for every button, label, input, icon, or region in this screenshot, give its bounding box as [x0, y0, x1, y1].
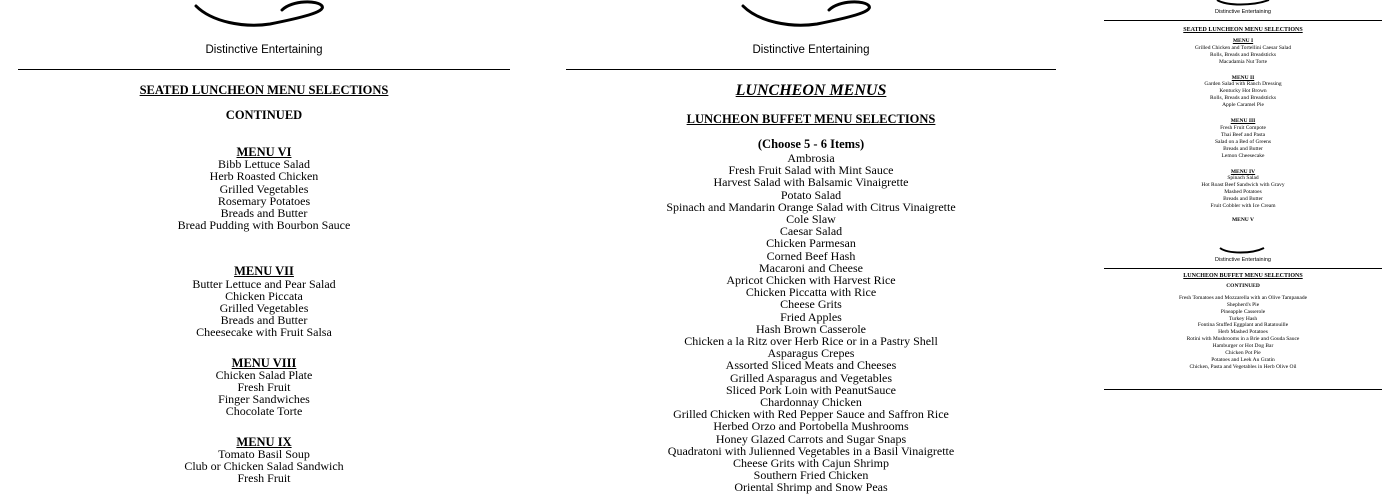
- menu-item: Herb Roasted Chicken: [209, 169, 319, 184]
- menu-item: Sliced Pork Loin with PeanutSauce: [726, 382, 896, 397]
- menu-item: Macaroni and Cheese: [759, 260, 863, 275]
- menu-title: MENU V: [1231, 216, 1255, 221]
- menu-item: Chicken Pot Pie: [1225, 350, 1261, 357]
- menu-item: Assorted Sliced Meats and Cheeses: [725, 358, 897, 373]
- menu-item: Spinach and Mandarin Orange Salad with Citrus Vinaigrette: [666, 199, 956, 214]
- menu-item: Fruit Cobbler with Ice Cream: [1210, 203, 1276, 210]
- brand-name: Distinctive Entertaining: [1215, 9, 1271, 15]
- menu-item: Breads and Butter: [220, 206, 308, 221]
- menu-item: Chicken a la Ritz over Herb Rice or in a Pastry Shell: [684, 334, 938, 349]
- menu-item: Herbed Orzo and Portobella Mushrooms: [713, 419, 909, 434]
- menu-title: MENU III: [1230, 118, 1256, 125]
- divider: [18, 69, 510, 70]
- menu-item: Breads and Butter: [1223, 145, 1263, 152]
- menu-item: Southern Fried Chicken: [753, 468, 869, 483]
- menu-title: MENU I: [1232, 37, 1254, 44]
- menu-item: Chicken Parmesan: [766, 236, 856, 251]
- menu-item: Quadratoni with Julienned Vegetables in a Basil Vinaigrette: [667, 443, 955, 458]
- menu-item: Cole Slaw: [786, 212, 836, 227]
- menu-item: Hot Roast Beef Sandwich with Gravy: [1201, 182, 1285, 189]
- left-page: [18, 0, 510, 500]
- continued-label: CONTINUED: [225, 108, 303, 122]
- middle-page: [566, 0, 1056, 500]
- choose-instruction: (Choose 5 - 6 Items): [757, 137, 865, 151]
- menu-item: Grilled Chicken and Tortellini Caesar Salad: [1194, 44, 1292, 51]
- menu-item: Garden Salad with Ranch Dressing: [1204, 81, 1282, 88]
- brand-name: Distinctive Entertaining: [205, 44, 323, 56]
- menu-item: Chocolate Torte: [225, 404, 303, 419]
- menu-block: [18, 265, 510, 338]
- menu-item: Fresh Tomatoes and Mozzarella with an Olive Tampanade: [1178, 294, 1308, 301]
- menu-item: Chicken Piccata: [225, 288, 303, 303]
- menu-item: Rotini with Mushrooms in a Brie and Gouda Sauce: [1186, 336, 1300, 343]
- divider: [1104, 389, 1382, 390]
- right-page-top: [1104, 0, 1382, 250]
- menu-item: Fresh Fruit: [237, 380, 291, 395]
- menu-block: [1104, 38, 1382, 66]
- menu-item: Cheese Grits: [780, 297, 842, 312]
- menu-item: Chicken, Pasta and Vegetables in Herb Olive Oil: [1189, 363, 1297, 370]
- menu-item: Thai Beef and Pasta: [1220, 131, 1266, 138]
- menu-title: MENU IX: [236, 434, 292, 449]
- menu-item: Tomato Basil Soup: [218, 446, 310, 461]
- swirl-logo-icon: [194, 0, 334, 36]
- menu-block: [1104, 169, 1382, 210]
- menu-item: Fresh Fruit Compote: [1220, 124, 1266, 131]
- menu-title: MENU VI: [236, 145, 292, 159]
- swirl-logo-icon: [1213, 0, 1273, 6]
- continued-label: CONTINUED: [1226, 282, 1260, 289]
- right-page-bottom: [1104, 246, 1382, 390]
- menu-item: Fontina Stuffed Eggplant and Ratatouille: [1197, 322, 1289, 329]
- menu-item: Fresh Fruit Salad with Mint Sauce: [728, 163, 894, 178]
- menu-item: Breads and Butter: [1223, 196, 1263, 203]
- swirl-logo-icon: [1218, 246, 1268, 254]
- buffet-section: [1104, 273, 1382, 371]
- menu-item: Ambrosia: [787, 151, 835, 165]
- menu-item: Asparagus Crepes: [767, 346, 855, 361]
- menu-title: MENU IV: [1230, 168, 1256, 175]
- menu-item: Chicken Piccatta with Rice: [745, 285, 877, 300]
- section-title: LUNCHEON BUFFET MENU SELECTIONS: [686, 112, 936, 126]
- menu-block: [18, 436, 510, 485]
- menu-item: Macadamia Nut Torte: [1218, 58, 1268, 65]
- menu-list: [1104, 27, 1382, 221]
- menu-item: Cheesecake with Fruit Salsa: [196, 325, 332, 340]
- menu-item: Shepherd's Pie: [1226, 301, 1260, 308]
- brand-name: Distinctive Entertaining: [1215, 257, 1271, 263]
- menu-item: Bibb Lettuce Salad: [218, 157, 310, 172]
- divider: [566, 69, 1056, 70]
- menu-item: Potato Salad: [780, 187, 842, 202]
- menu-item: Chicken Salad Plate: [215, 367, 313, 382]
- menu-item: Grilled Vegetables: [219, 301, 309, 316]
- menu-item: Chardonnay Chicken: [760, 395, 862, 410]
- menu-item: Hamburger or Hot Dog Bar: [1212, 343, 1274, 350]
- menu-item: Lemon Cheesecake: [1221, 152, 1265, 159]
- menu-item: Kentucky Hot Brown: [1219, 88, 1267, 95]
- menu-title: MENU VIII: [231, 355, 297, 370]
- menu-item: Breads and Butter: [220, 313, 308, 328]
- menu-item: Harvest Salad with Balsamic Vinaigrette: [713, 175, 909, 190]
- brand-name: Distinctive Entertaining: [752, 44, 870, 56]
- menu-item: Rolls, Breads and Breadsticks: [1210, 95, 1276, 102]
- section-title: LUNCHEON BUFFET MENU SELECTIONS: [1183, 273, 1303, 279]
- menu-block: [1104, 217, 1382, 221]
- menu-item: Grilled Chicken with Red Pepper Sauce and Saffron Rice: [673, 407, 949, 422]
- menu-item: Turkey Hash: [1228, 315, 1258, 322]
- menu-item: Pineapple Casserole: [1220, 308, 1266, 315]
- menu-item: Hash Brown Casserole: [756, 321, 866, 336]
- menu-block: [1104, 75, 1382, 110]
- menu-item: Finger Sandwiches: [218, 392, 310, 407]
- menu-item: Rosemary Potatoes: [217, 193, 311, 208]
- menu-block: [18, 146, 510, 231]
- menu-item: Herb Mashed Potatoes: [1218, 329, 1268, 336]
- divider: [1104, 268, 1382, 269]
- menu-item: Cheese Grits with Cajun Shrimp: [733, 456, 889, 471]
- right-page: [1104, 0, 1382, 500]
- buffet-item-list: [566, 152, 1056, 494]
- menu-title: MENU VII: [234, 264, 294, 279]
- menu-item: Rolls, Breads and Breadsticks: [1210, 51, 1276, 58]
- menu-item: Spinach Salad: [1227, 175, 1259, 182]
- menu-item: Caesar Salad: [779, 224, 843, 239]
- menu-item: Butter Lettuce and Pear Salad: [192, 276, 336, 291]
- swirl-logo-icon: [741, 0, 881, 36]
- menu-item: Potatoes and Leek Au Gratin: [1211, 356, 1275, 363]
- section-title: SEATED LUNCHEON MENU SELECTIONS: [1183, 27, 1303, 33]
- menu-item: Salad on a Bed of Greens: [1214, 138, 1272, 145]
- menu-block: [18, 357, 510, 418]
- menu-item: Mashed Potatoes: [1224, 189, 1262, 196]
- menu-title: MENU II: [1231, 74, 1255, 81]
- divider: [1104, 20, 1382, 21]
- menu-item: Fresh Fruit: [237, 471, 291, 486]
- menu-item: Fried Apples: [780, 309, 842, 324]
- menu-item: Bread Pudding with Bourbon Sauce: [177, 218, 351, 233]
- section-title: SEATED LUNCHEON MENU SELECTIONS: [139, 83, 389, 97]
- menu-item: Oriental Shrimp and Snow Peas: [734, 480, 888, 495]
- menu-item: Grilled Vegetables: [219, 181, 309, 196]
- menu-item: Club or Chicken Salad Sandwich: [184, 459, 344, 474]
- buffet-item-list: [1104, 295, 1382, 371]
- menu-item: Honey Glazed Carrots and Sugar Snaps: [715, 431, 907, 446]
- menu-item: Grilled Asparagus and Vegetables: [729, 370, 893, 385]
- page-title: LUNCHEON MENUS: [735, 82, 887, 99]
- menu-block: [1104, 118, 1382, 159]
- menu-item: Corned Beef Hash: [766, 248, 856, 263]
- menu-item: Apricot Chicken with Harvest Rice: [726, 273, 896, 288]
- menu-item: Apple Caramel Pie: [1222, 102, 1264, 109]
